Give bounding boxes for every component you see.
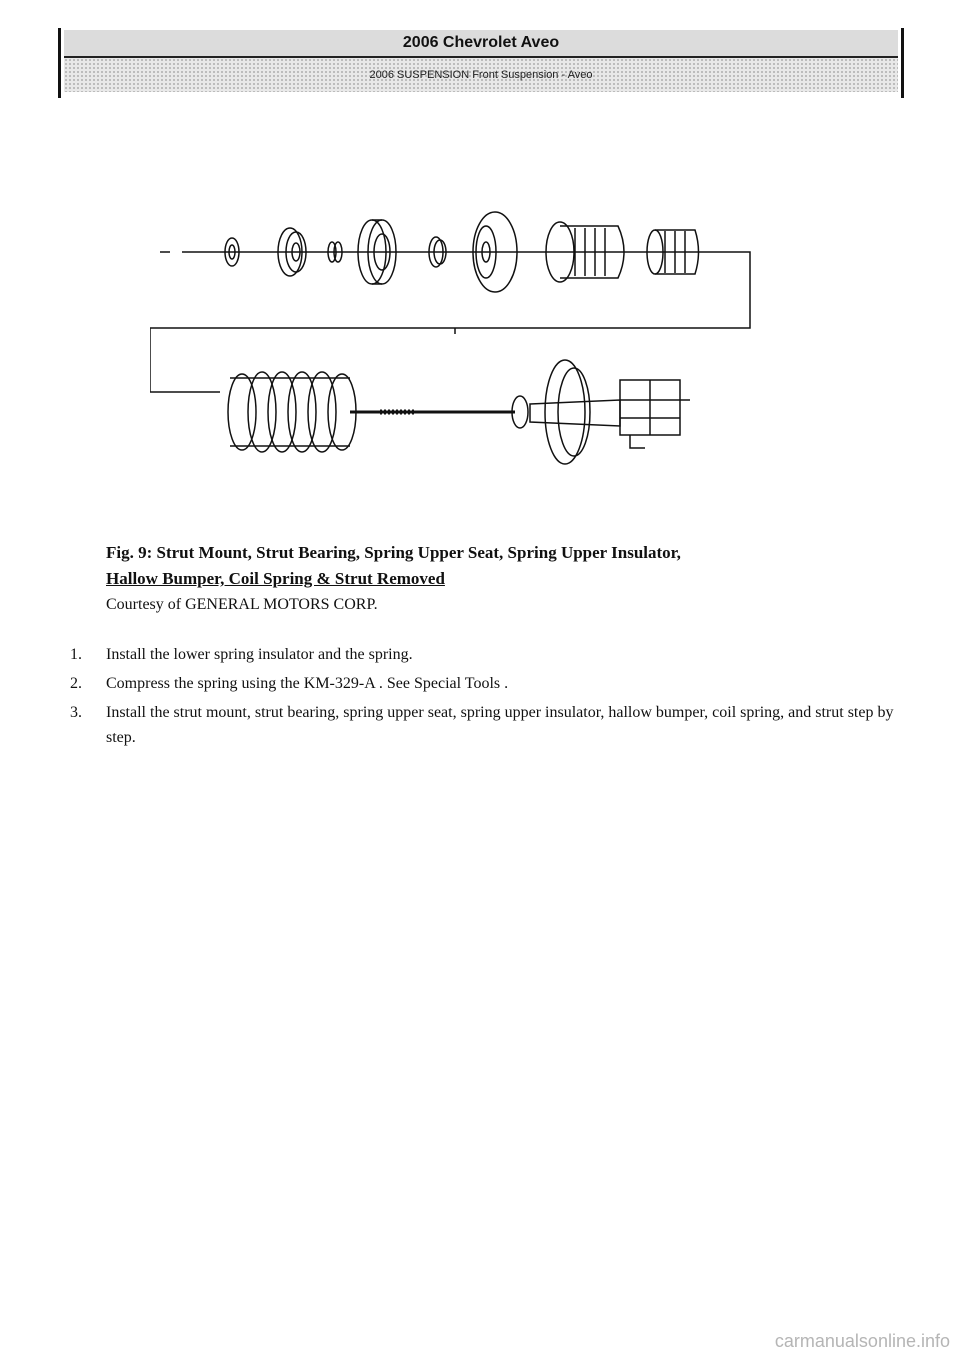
step-item [70,700,900,750]
figure-courtesy: Courtesy of GENERAL MOTORS CORP. [106,596,378,613]
watermark: carmanualsonline.info [774,1331,950,1351]
figure-title-line-2: Hallow Bumper, Coil Spring & Strut Removed [106,569,445,588]
step-item [70,642,900,667]
page-header [58,28,904,98]
step-number: 1. [70,646,82,663]
header-left-rule [58,28,61,98]
strut-exploded-diagram [150,200,770,480]
step-text: Compress the spring using the KM-329-A . See Special Tools . [106,675,509,692]
header-subtitle: 2006 SUSPENSION Front Suspension - Aveo [64,58,898,92]
step-text: Install the strut mount, strut bearing, spring upper seat, spring upper insulator, hallow bumper, coil spring, and strut step by step. [106,704,894,746]
step-number: 2. [70,675,82,692]
header-title: 2006 Chevrolet Aveo [64,30,898,58]
header-right-rule [901,28,904,98]
strut-assembly-part [512,360,690,464]
step-text: Install the lower spring insulator and the spring. [106,646,413,663]
figure-title-line-1: Fig. 9: Strut Mount, Strut Bearing, Spring Upper Seat, Spring Upper Insulator, [106,543,681,562]
figure-caption [106,540,906,618]
step-item [70,671,900,696]
coil-spring-part [228,372,356,452]
procedure-steps [70,642,900,754]
step-number: 3. [70,704,82,721]
